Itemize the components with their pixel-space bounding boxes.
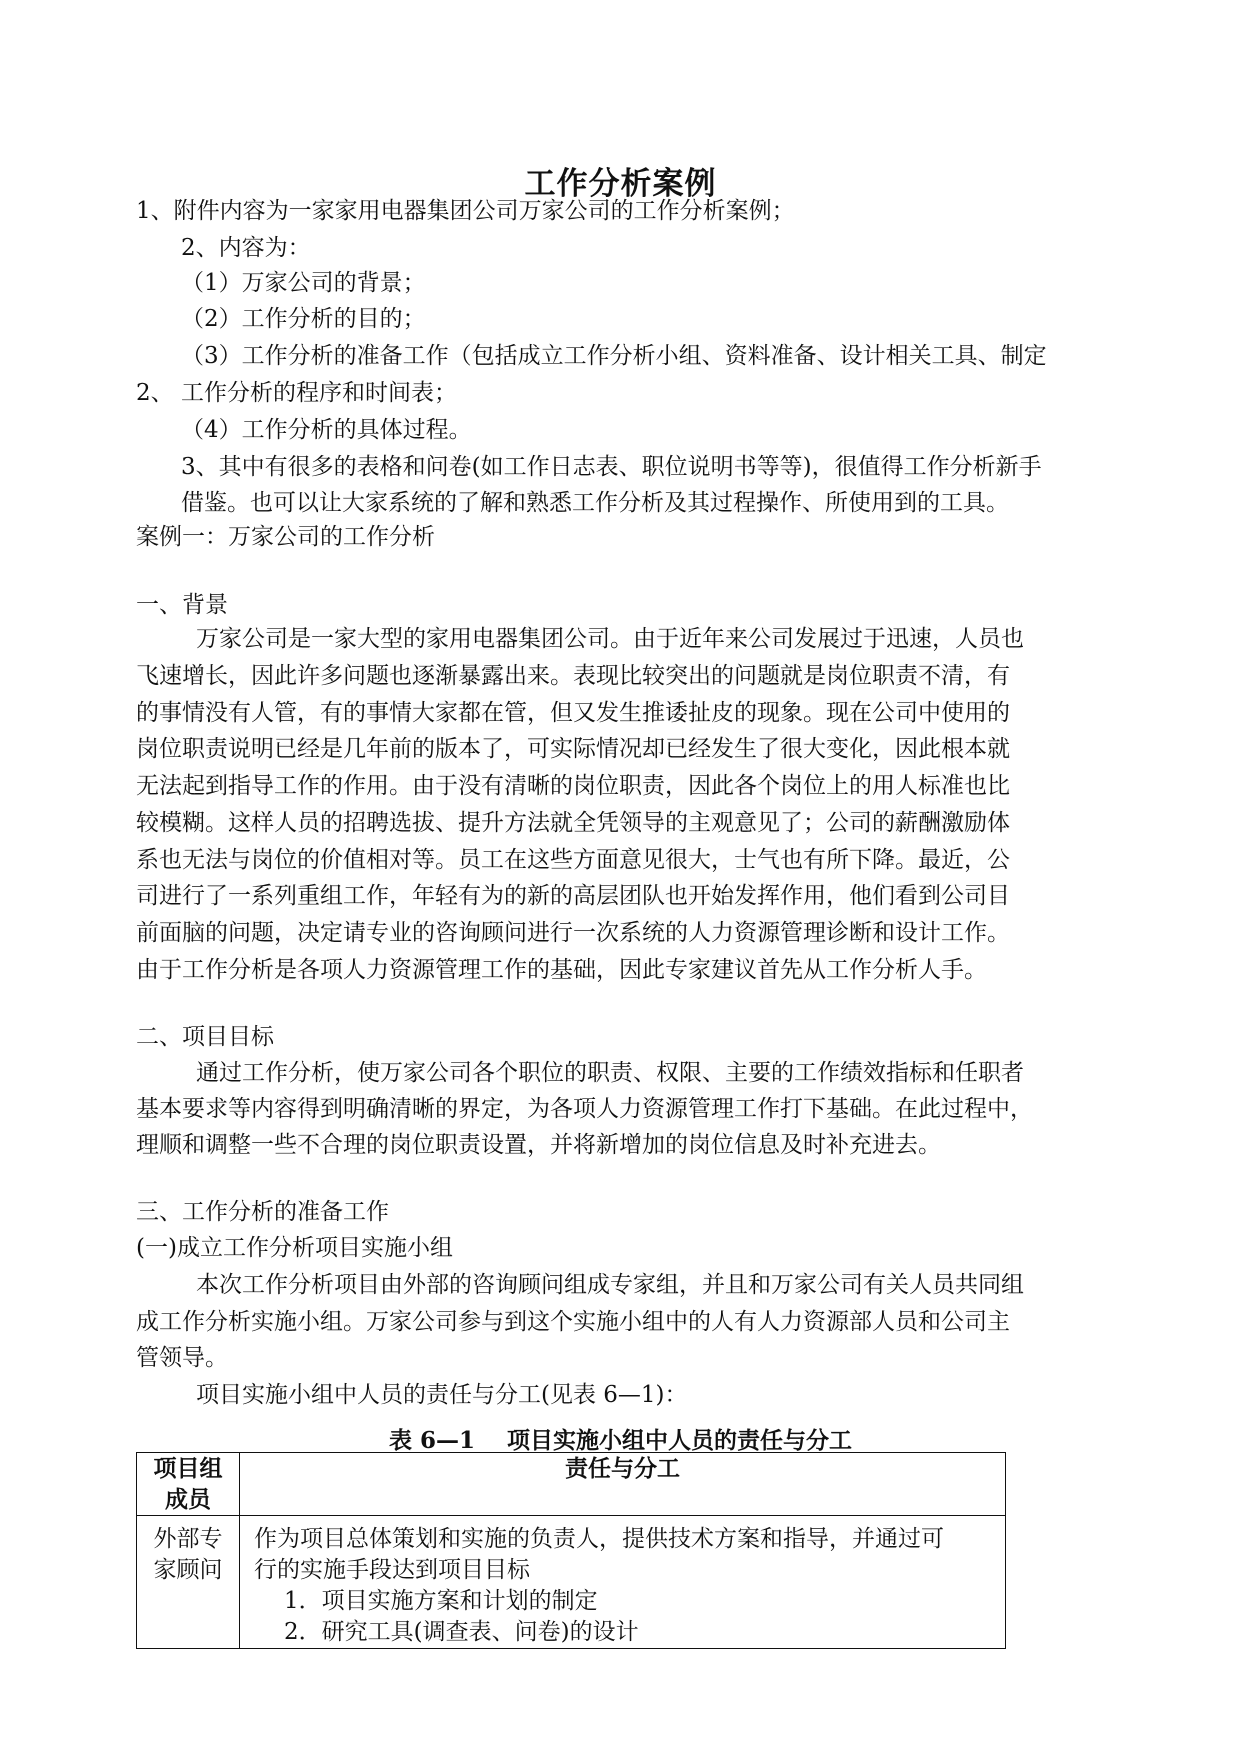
section-3-subheading: (一)成立工作分析项目实施小组	[136, 1235, 453, 1261]
table-caption: 表 6—1 项目实施小组中人员的责任与分工	[388, 1427, 853, 1454]
section-1-line: 的事情没有人管，有的事情大家都在管，但又发生推诿扯皮的现象。现在公司中使用的	[136, 700, 1010, 726]
intro-line-2: 2、内容为：	[181, 235, 311, 261]
section-3-line: 成工作分析实施小组。万家公司参与到这个实施小组中的人有人力资源部人员和公司主	[136, 1309, 1010, 1335]
duty-desc-line-1: 作为项目总体策划和实施的负责人，提供技术方案和指导，并通过可	[254, 1526, 944, 1552]
member-line-1: 外部专	[153, 1526, 223, 1552]
section-1-line: 万家公司是一家大型的家用电器集团公司。由于近年来公司发展过于迅速，人员也	[196, 626, 1024, 652]
section-1-line: 岗位职责说明已经是几年前的版本了，可实际情况却已经发生了很大变化，因此根本就	[136, 736, 1010, 762]
table-header-row	[137, 1453, 1006, 1516]
section-2-line: 基本要求等内容得到明确清晰的界定，为各项人力资源管理工作打下基础。在此过程中，	[136, 1096, 1033, 1122]
section-3-line: 管领导。	[136, 1345, 228, 1371]
section-2-line: 理顺和调整一些不合理的岗位职责设置，并将新增加的岗位信息及时补充进去。	[136, 1132, 941, 1158]
section-1-line: 无法起到指导工作的作用。由于没有清晰的岗位职责，因此各个岗位上的用人标准也比	[136, 773, 1010, 799]
duty-table	[136, 1452, 1006, 1649]
duty-task-1: 1．项目实施方案和计划的制定	[284, 1588, 598, 1614]
section-1-heading: 一、背景	[136, 592, 228, 618]
row-duty	[240, 1516, 1006, 1649]
section-1-line: 司进行了一系列重组工作，年轻有为的新的高层团队也开始发挥作用，他们看到公司目	[136, 883, 1010, 909]
duty-desc-line-2: 行的实施手段达到项目目标	[254, 1557, 530, 1583]
intro-item-3a: （3）工作分析的准备工作（包括成立工作分析小组、资料准备、设计相关工具、制定	[181, 343, 1047, 369]
member-line-2: 家顾问	[153, 1557, 223, 1583]
case-title: 案例一：万家公司的工作分析	[136, 524, 435, 550]
table-row	[137, 1516, 1006, 1649]
intro-item-2: （2）工作分析的目的；	[181, 306, 426, 332]
section-3-heading: 三、工作分析的准备工作	[136, 1199, 389, 1225]
section-2-heading: 二、项目目标	[136, 1024, 274, 1050]
intro-line-3b: 借鉴。也可以让大家系统的了解和熟悉工作分析及其过程操作、所使用到的工具。	[181, 490, 1009, 516]
intro-line-3a: 3、其中有很多的表格和问卷(如工作日志表、职位说明书等等)，很值得工作分析新手	[181, 454, 1042, 480]
header-member	[137, 1453, 240, 1516]
section-1-line: 飞速增长，因此许多问题也逐渐暴露出来。表现比较突出的问题就是岗位职责不清，有	[136, 663, 1010, 689]
row-member	[137, 1516, 240, 1649]
intro-item-4: （4）工作分析的具体过程。	[181, 417, 472, 443]
section-3-line: 本次工作分析项目由外部的咨询顾问组成专家组，并且和万家公司有关人员共同组	[196, 1272, 1024, 1298]
section-1-line: 较模糊。这样人员的招聘选拔、提升方法就全凭领导的主观意见了；公司的薪酬激励体	[136, 810, 1010, 836]
intro-line-1: 1、附件内容为一家家用电器集团公司万家公司的工作分析案例；	[136, 198, 795, 224]
header-member-line-2: 成员	[165, 1486, 211, 1513]
document-title: 工作分析案例	[524, 166, 717, 202]
section-2-line: 通过工作分析，使万家公司各个职位的职责、权限、主要的工作绩效指标和任职者	[196, 1060, 1024, 1086]
intro-item-1: （1）万家公司的背景；	[181, 270, 426, 296]
section-1-line: 由于工作分析是各项人力资源管理工作的基础，因此专家建议首先从工作分析人手。	[136, 957, 987, 983]
header-member-line-1: 项目组	[153, 1455, 223, 1482]
see-table-note: 项目实施小组中人员的责任与分工(见表 6—1)：	[196, 1382, 688, 1408]
header-duty: 责任与分工	[240, 1453, 1006, 1516]
intro-item-3b: 2、 工作分析的程序和时间表；	[136, 380, 457, 406]
section-1-line: 前面脑的问题，决定请专业的咨询顾问进行一次系统的人力资源管理诊断和设计工作。	[136, 920, 1010, 946]
section-1-line: 系也无法与岗位的价值相对等。员工在这些方面意见很大，士气也有所下降。最近，公	[136, 847, 1010, 873]
duty-task-2: 2．研究工具(调查表、问卷)的设计	[284, 1619, 639, 1645]
